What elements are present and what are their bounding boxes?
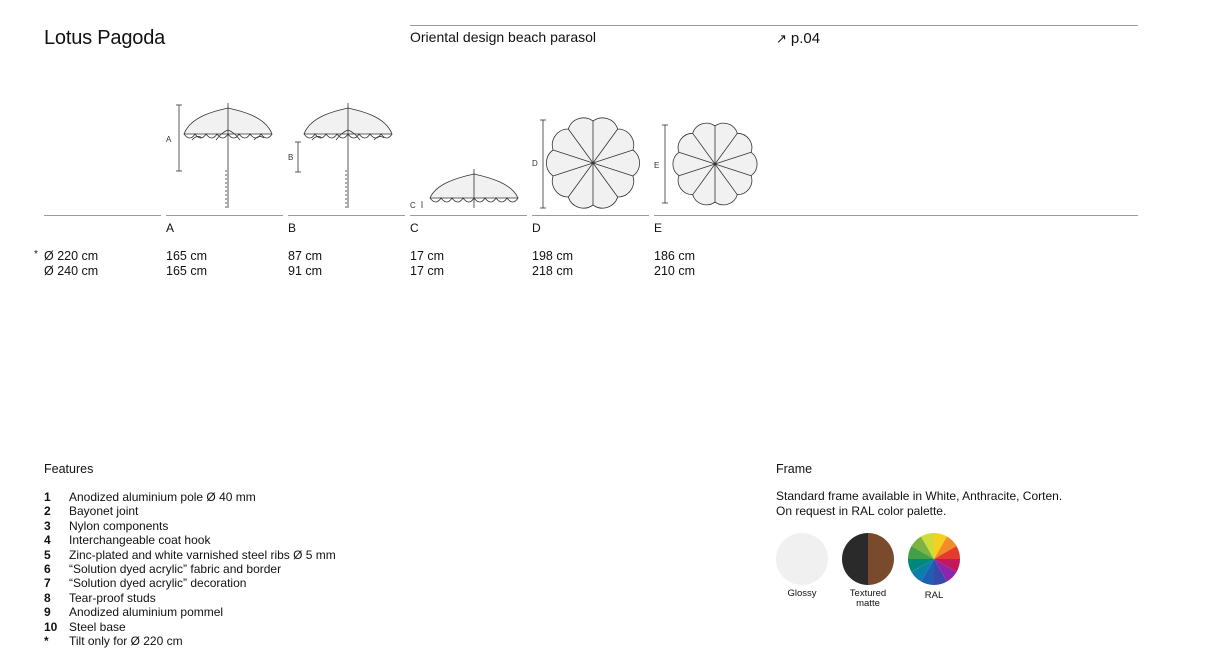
value-column-d	[532, 249, 573, 279]
list-item	[44, 533, 336, 547]
feature-number: 4	[44, 533, 51, 548]
textured-matte-swatch[interactable]	[842, 533, 894, 585]
table-cell: 87 cm	[288, 249, 323, 263]
feature-text: Anodized aluminium pommel	[69, 605, 224, 620]
list-item	[44, 620, 336, 634]
column-header-c: C	[410, 221, 419, 235]
column-header-d: D	[532, 221, 541, 235]
list-item	[44, 490, 336, 504]
frame-description	[776, 489, 1116, 519]
dimension-label-c: C	[410, 201, 416, 210]
textured-matte-label	[833, 589, 903, 609]
product-subtitle: Oriental design beach parasol	[410, 29, 597, 45]
value-column-a	[166, 249, 207, 279]
glossy-label: Glossy	[787, 588, 817, 599]
table-rule-b	[288, 215, 405, 216]
glossy-swatch[interactable]	[776, 533, 828, 585]
feature-text: Tilt only for Ø 220 cm	[69, 634, 183, 649]
feature-number: 8	[44, 590, 51, 605]
feature-text: Tear-proof studs	[69, 590, 156, 605]
dimension-label-d: D	[532, 159, 538, 168]
table-cell: 186 cm	[654, 249, 695, 263]
feature-number: 7	[44, 576, 51, 591]
ral-color-wheel-swatch[interactable]	[908, 533, 960, 585]
feature-number: 2	[44, 504, 51, 519]
table-cell: 165 cm	[166, 249, 207, 263]
parasol-side-diagram-c	[406, 166, 526, 216]
list-item	[44, 605, 336, 619]
table-rule-a	[166, 215, 283, 216]
feature-text: Bayonet joint	[69, 504, 139, 519]
feature-number: 3	[44, 518, 51, 533]
frame-description-line-2: On request in RAL color palette.	[776, 504, 947, 518]
table-rule-d	[532, 215, 649, 216]
size-row-1: Ø 220 cm	[44, 249, 99, 263]
textured-swatch-dark-half	[842, 533, 868, 585]
feature-text: “Solution dyed acrylic” decoration	[69, 576, 247, 591]
value-column-e	[654, 249, 695, 279]
frame-description-line-1: Standard frame available in White, Anthracite, Corten.	[776, 489, 1063, 503]
dimension-label-a: A	[166, 135, 172, 144]
list-item	[44, 562, 336, 576]
textured-swatch-brown-half	[868, 533, 894, 585]
table-cell: 91 cm	[288, 264, 323, 278]
table-cell: 210 cm	[654, 264, 695, 278]
feature-text: Zinc-plated and white varnished steel ribs Ø 5 mm	[69, 547, 336, 562]
list-item	[44, 548, 336, 562]
table-cell: 198 cm	[532, 249, 573, 263]
feature-text: Steel base	[69, 619, 126, 634]
table-cell: 17 cm	[410, 264, 445, 278]
feature-number: 5	[44, 547, 51, 562]
list-item	[44, 576, 336, 590]
dimension-label-e: E	[654, 161, 660, 170]
frame-heading: Frame	[776, 462, 813, 476]
feature-number: *	[44, 634, 49, 649]
column-header-e: E	[654, 221, 663, 235]
list-item	[44, 519, 336, 533]
value-column-b	[288, 249, 322, 279]
table-rule-c	[410, 215, 527, 216]
table-rule-size	[44, 215, 161, 216]
value-column-c	[410, 249, 444, 279]
size-column	[44, 249, 98, 279]
tilt-marker: *	[34, 249, 38, 260]
table-rule-e	[654, 215, 1138, 216]
table-cell: 165 cm	[166, 264, 207, 278]
size-row-2: Ø 240 cm	[44, 264, 99, 278]
page-title: Lotus Pagoda	[44, 27, 166, 49]
column-header-a: A	[166, 221, 175, 235]
textured-matte-label-line-1: Textured	[849, 588, 887, 599]
feature-number: 6	[44, 562, 51, 577]
parasol-side-diagram-a	[160, 100, 280, 210]
feature-text: “Solution dyed acrylic” fabric and border	[69, 562, 282, 577]
dimension-label-b: B	[288, 153, 294, 162]
arrow-northeast-icon: ↗	[776, 31, 787, 46]
page-reference-label: p.04	[790, 30, 821, 47]
parasol-top-diagram-d	[530, 100, 650, 210]
list-item	[44, 504, 336, 518]
feature-text: Anodized aluminium pole Ø 40 mm	[69, 490, 256, 504]
features-list	[44, 490, 336, 648]
parasol-top-diagram-e	[652, 100, 772, 210]
parasol-side-diagram-b	[282, 100, 402, 210]
textured-matte-label-line-2: matte	[856, 598, 880, 609]
feature-text: Interchangeable coat hook	[69, 533, 211, 548]
features-heading: Features	[44, 462, 94, 476]
table-cell: 17 cm	[410, 249, 445, 263]
page-reference-link[interactable]	[776, 30, 820, 47]
list-item	[44, 634, 336, 648]
table-cell: 218 cm	[532, 264, 573, 278]
column-header-b: B	[288, 221, 297, 235]
list-item	[44, 591, 336, 605]
top-rule	[410, 25, 1138, 26]
feature-number: 10	[44, 619, 58, 634]
ral-label: RAL	[924, 590, 944, 601]
feature-number: 9	[44, 605, 51, 620]
feature-number: 1	[44, 490, 51, 504]
feature-text: Nylon components	[69, 518, 169, 533]
